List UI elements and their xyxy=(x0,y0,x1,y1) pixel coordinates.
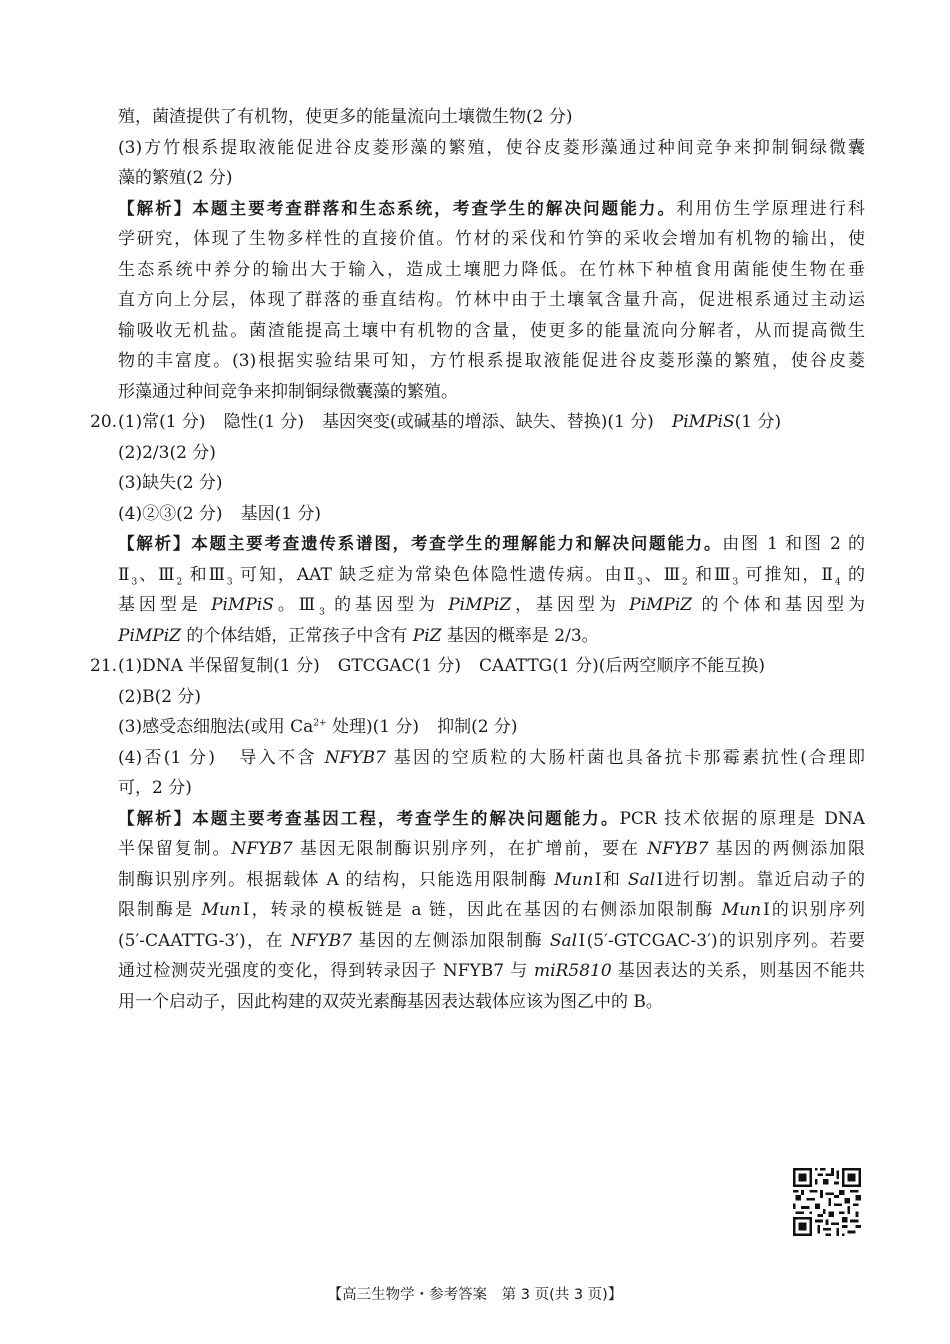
text-line: (2)2/3(2 分) xyxy=(118,442,216,463)
question-20-line: 20.(1)常(1 分) 隐性(1 分) 基因突变(或碱基的增添、缺失、替换)(1 分) PiMPiS(1 分) xyxy=(90,407,865,438)
text-line: 限制酶是 MunⅠ，转录的模板链是 a 链，因此在基因的右侧添加限制酶 MunⅠ的识别序列 xyxy=(118,900,865,920)
text-line: 基因型是 PiMPiS。$Ⅲ_3$ 的基因型为 PiMPiZ，基因型为 PiMPiZ 的个体和基因型为 xyxy=(118,595,865,618)
question-number: 21. xyxy=(90,656,118,676)
text-line: 藻的繁殖(2 分) xyxy=(118,168,233,188)
analysis-heading-line: 【解析】本题主要考查群落和生态系统，考查学生的解决问题能力。利用仿生学原理进行科 xyxy=(118,198,865,219)
text-line: 物的丰富度。(3)根据实验结果可知，方竹根系提取液能促进谷皮菱形藻的繁殖，使谷皮菱 xyxy=(118,351,865,371)
analysis-heading-line: 【解析】本题主要考查遗传系谱图，考查学生的理解能力和解决问题能力。由图 1 和图 2 的 xyxy=(118,534,865,554)
text-line: PiMPiZ 的个体结婚，正常孩子中含有 PiZ 基因的概率是 2/3。 xyxy=(118,625,599,646)
text-line: 用一个启动子，因此构建的双荧光素酶基因表达载体应该为图乙中的 B。 xyxy=(118,991,663,1012)
question-number: 20. xyxy=(90,412,118,432)
text-line: (2)B(2 分) xyxy=(118,686,202,707)
question-21-line: 21.(1)DNA 半保留复制(1 分) GTCGAC(1 分) CAATTG(1 分)(后两空顺序不能互换) xyxy=(90,651,865,682)
text-line: (3)缺失(2 分) xyxy=(118,473,223,493)
text-line: (5′-CAATTG-3′)，在 NFYB7 基因的左侧添加限制酶 SalⅠ(5′-GTCGAC-3′)的识别序列。若要 xyxy=(118,930,865,951)
answer-content xyxy=(90,102,865,1017)
analysis-heading-line: 【解析】本题主要考查基因工程，考查学生的解决问题能力。PCR 技术依据的原理是 DNA xyxy=(118,808,865,829)
qr-code-icon xyxy=(793,1168,861,1236)
text-line: (4)否(1 分) 导入不含 NFYB7 基因的空质粒的大肠杆菌也具备抗卡那霉素抗性(合理即 xyxy=(118,747,865,768)
text-line: 学研究，体现了生物多样性的直接价值。竹材的采伐和竹笋的采收会增加有机物的输出，使 xyxy=(118,229,865,249)
text-line: 生态系统中养分的输出大于输入，造成土壤肥力降低。在竹林下种植食用菌能使生物在垂 xyxy=(118,259,865,280)
text-line: $Ⅱ_3$、$Ⅲ_2$ 和$Ⅲ_3$ 可知，AAT 缺乏症为常染色体隐性遗传病。由$Ⅱ_3$、$Ⅲ_2$ 和$Ⅲ_3$ 可推知，$Ⅱ_4$ 的 xyxy=(118,564,865,587)
text-line: (4)②③(2 分) 基因(1 分) xyxy=(118,503,322,524)
text-line: 输吸收无机盐。菌渣能提高土壤中有机物的含量，使更多的能量流向分解者，从而提高微生 xyxy=(118,320,865,341)
text-line: 可，2 分) xyxy=(118,778,192,798)
text-line: 半保留复制。NFYB7 基因无限制酶识别序列，在扩增前，要在 NFYB7 基因的两侧添加限 xyxy=(118,839,865,859)
text-line: 殖，菌渣提供了有机物，使更多的能量流向土壤微生物(2 分) xyxy=(118,107,573,127)
text-line: 通过检测荧光强度的变化，得到转录因子 NFYB7 与 miR5810 基因表达的关系，则基因不能共 xyxy=(118,961,865,981)
text-line: (3)方竹根系提取液能促进谷皮菱形藻的繁殖，使谷皮菱形藻通过种间竞争来抑制铜绿微囊 xyxy=(118,137,865,158)
text-line: 制酶识别序列。根据载体 A 的结构，只能选用限制酶 MunⅠ和 SalⅠ进行切割。靠近启动子的 xyxy=(118,869,865,890)
text-line: 直方向上分层，体现了群落的垂直结构。竹林中由于土壤氧含量升高，促进根系通过主动运 xyxy=(118,290,865,310)
page-footer: 【高三生物学・参考答案 第 3 页(共 3 页)】 xyxy=(327,1287,623,1303)
text-line: 形藻通过种间竞争来抑制铜绿微囊藻的繁殖。 xyxy=(118,381,458,402)
text-line: (3)感受态细胞法(或用 $Ca^{2+}$ 处理)(1 分) 抑制(2 分) xyxy=(118,717,518,737)
